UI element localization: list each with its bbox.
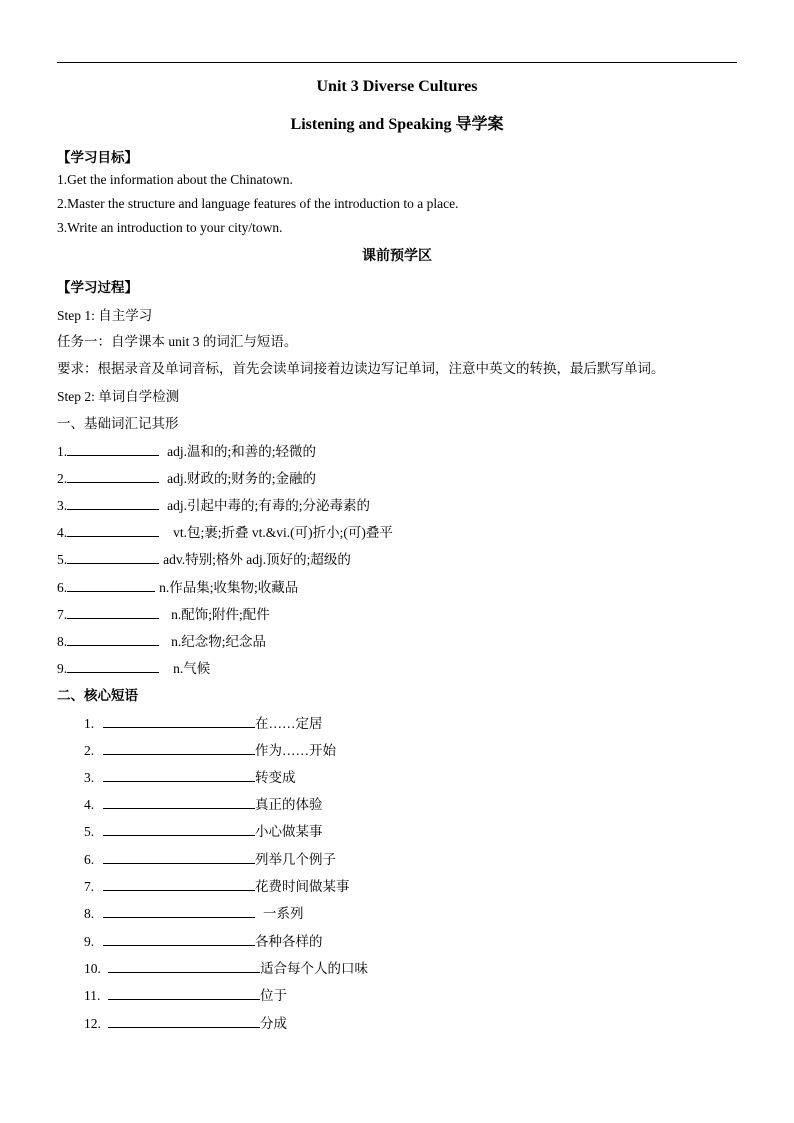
phrase-item: 4. 真正的体验 [84,797,323,812]
vocab-item: 5. adv.特别;格外 adj.顶好的;超级的 [57,552,351,567]
phrase-item: 11. 位于 [84,988,287,1003]
phrases-heading: 二、核心短语 [57,688,138,703]
process-heading: 【学习过程】 [57,280,138,295]
answer-blank[interactable] [67,551,159,564]
answer-blank[interactable] [103,851,255,864]
phrase-item: 9. 各种各样的 [84,934,323,949]
answer-blank[interactable] [67,633,159,646]
answer-blank[interactable] [67,443,159,456]
answer-blank[interactable] [103,742,255,755]
answer-blank[interactable] [103,823,255,836]
phrase-item: 2. 作为……开始 [84,743,336,758]
vocab-item: 9. n.气候 [57,661,211,676]
answer-blank[interactable] [67,524,159,537]
answer-blank[interactable] [108,1015,260,1028]
answer-blank[interactable] [108,960,260,973]
phrase-item: 7. 花费时间做某事 [84,879,350,894]
phrase-item: 1. 在……定居 [84,716,323,731]
vocab-item: 2. adj.财政的;财务的;金融的 [57,471,316,486]
phrase-item: 12. 分成 [84,1016,287,1031]
phrase-item: 6. 列举几个例子 [84,852,336,867]
page-title: Unit 3 Diverse Cultures [316,78,478,95]
vocab-heading: 一、基础词汇记其形 [57,416,179,431]
step1-label: Step 1: 自主学习 [57,308,153,323]
answer-blank[interactable] [67,606,159,619]
vocab-item: 8. n.纪念物;纪念品 [57,634,267,649]
goal-item: 1.Get the information about the Chinatown. [57,172,293,187]
goal-item: 3.Write an introduction to your city/town. [57,220,283,235]
answer-blank[interactable] [103,905,255,918]
phrase-item: 5. 小心做某事 [84,824,323,839]
answer-blank[interactable] [67,470,159,483]
answer-blank[interactable] [67,497,159,510]
vocab-item: 3. adj.引起中毒的;有毒的;分泌毒素的 [57,498,370,513]
answer-blank[interactable] [108,987,260,1000]
vocab-item: 4. vt.包;裹;折叠 vt.&vi.(可)折小;(可)叠平 [57,525,393,540]
task1-text: 任务一：自学课本 unit 3 的词汇与短语。 [57,334,298,349]
header-rule [57,62,737,63]
goal-item: 2.Master the structure and language features of the introduction to a place. [57,196,459,211]
answer-blank[interactable] [103,796,255,809]
answer-blank[interactable] [67,579,155,592]
preview-heading: 课前预学区 [362,249,432,264]
vocab-item: 1. adj.温和的;和善的;轻微的 [57,444,316,459]
answer-blank[interactable] [103,715,255,728]
requirement-text: 要求：根据录音及单词音标，首先会读单词接着边读边写记单词，注意中英文的转换，最后默写单词。 [57,361,665,376]
answer-blank[interactable] [103,769,255,782]
answer-blank[interactable] [103,878,255,891]
step2-label: Step 2: 单词自学检测 [57,389,180,404]
vocab-item: 6. n.作品集;收集物;收藏品 [57,580,299,595]
phrase-item: 3. 转变成 [84,770,296,785]
answer-blank[interactable] [103,933,255,946]
phrase-item: 8. 一系列 [84,906,304,921]
answer-blank[interactable] [67,660,159,673]
goals-heading: 【学习目标】 [57,150,138,165]
vocab-item: 7. n.配饰;附件;配件 [57,607,270,622]
phrase-item: 10. 适合每个人的口味 [84,961,368,976]
page-subtitle: Listening and Speaking 导学案 [290,116,504,133]
